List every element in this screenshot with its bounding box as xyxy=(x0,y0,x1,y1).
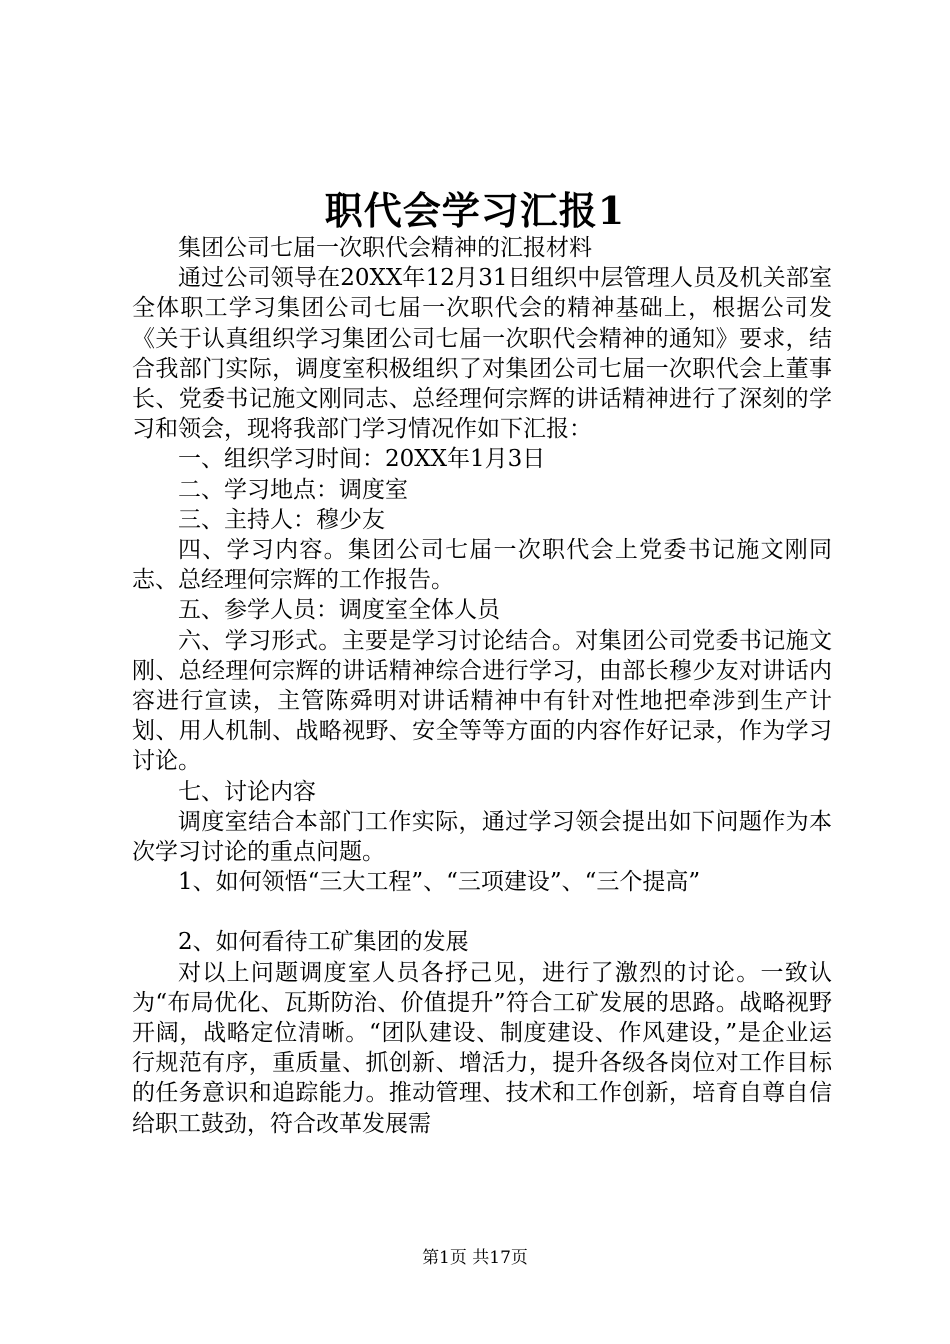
document-title: 职代会学习汇报1 xyxy=(324,188,626,233)
document-body xyxy=(132,233,832,1139)
page-footer: 第1页 共17页 xyxy=(422,1248,528,1268)
paragraph-item-host: 三、主持人：穆少友 xyxy=(178,506,385,533)
paragraph-subtitle: 集团公司七届一次职代会精神的汇报材料 xyxy=(178,235,592,261)
paragraph-item-discussion: 七、讨论内容 xyxy=(178,778,316,805)
paragraph-item-location: 二、学习地点：调度室 xyxy=(178,476,408,503)
paragraph-discussion-result: 对以上问题调度室人员各抒己见，进行了激烈的讨论。一致认为“布局优化、瓦斯防治、价值提升”符合工矿发展的思路。战略视野开阔，战略定位清晰。“团队建设、制度建设、作风建设，”是企业运行规范有序，重质量、抓创新、增活力，提升各级各岗位对工作目标的任务意识和追踪能力。推动管理、技术和工作创新，培育自尊自信给职工鼓劲，符合改革发展需 xyxy=(132,959,832,1137)
paragraph-item-content: 四、学习内容。集团公司七届一次职代会上党委书记施文刚同志、总经理何宗辉的工作报告。 xyxy=(132,537,832,594)
paragraph-question-1: 1、如何领悟“三大工程”、“三项建设”、“三个提高” xyxy=(178,869,701,896)
blank-line xyxy=(132,897,832,927)
paragraph-item-participants: 五、参学人员：调度室全体人员 xyxy=(178,597,500,624)
paragraph-intro: 通过公司领导在20XX年12月31日组织中层管理人员及机关部室全体职工学习集团公司七届一次职代会的精神基础上，根据公司发《关于认真组织学习集团公司七届一次职代会精神的通知》要求，结合我部门实际，调度室积极组织了对集团公司七届一次职代会上董事长、党委书记施文刚同志、总经理何宗辉的讲话精神进行了深刻的学习和领会，现将我部门学习情况作如下汇报： xyxy=(132,265,832,443)
paragraph-item-time: 一、组织学习时间：20XX年1月3日 xyxy=(178,446,546,473)
paragraph-discussion-intro: 调度室结合本部门工作实际，通过学习领会提出如下问题作为本次学习讨论的重点问题。 xyxy=(132,808,832,866)
paragraph-item-format: 六、学习形式。主要是学习讨论结合。对集团公司党委书记施文刚、总经理何宗辉的讲话精神综合进行学习，由部长穆少友对讲话内容进行宣读，主管陈舜明对讲话精神中有针对性地把牵涉到生产计划、用人机制、战略视野、安全等等方面的内容作好记录，作为学习讨论。 xyxy=(132,627,832,775)
paragraph-question-2: 2、如何看待工矿集团的发展 xyxy=(178,929,469,956)
